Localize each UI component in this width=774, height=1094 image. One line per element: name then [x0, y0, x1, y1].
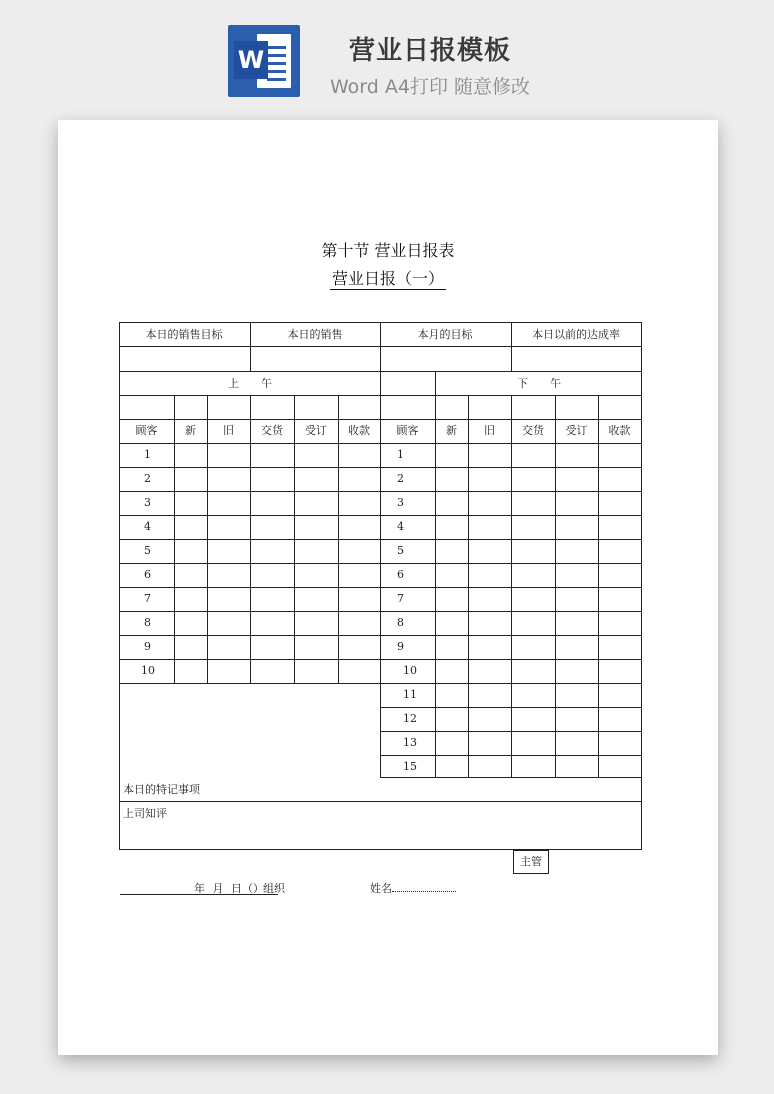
- label-special-notes: 本日的特记事项: [123, 783, 200, 796]
- label-achievement-rate: 本日以前的达成率: [532, 328, 620, 341]
- afternoon-row-number: 11: [403, 688, 417, 701]
- morning-row-number: 9: [144, 640, 151, 653]
- table-right-border: [641, 322, 642, 850]
- afternoon-row-number: 15: [403, 760, 417, 773]
- afternoon-row-number: 3: [397, 496, 404, 509]
- header-morning-1: 新: [185, 424, 196, 437]
- document-title: 第十节 营业日报表: [321, 241, 455, 260]
- morning-row-number: 1: [144, 448, 151, 461]
- document-subtitle: [58, 266, 718, 289]
- morning-row-number: 5: [144, 544, 151, 557]
- header-afternoon-4: 受订: [565, 424, 588, 437]
- header-morning-3: 交货: [261, 424, 283, 437]
- label-supervisor-comment: 上司知评: [123, 807, 167, 820]
- footer-name-dotted-line: [392, 891, 456, 892]
- label-afternoon: 下 午: [517, 377, 561, 390]
- afternoon-row-number: 2: [397, 472, 404, 485]
- table-v-line: [294, 395, 295, 683]
- morning-row-number: 4: [144, 520, 151, 533]
- header-afternoon-3: 交货: [522, 424, 544, 437]
- header-morning-2: 旧: [223, 424, 234, 437]
- table-v-line: [435, 395, 436, 777]
- document-page: [58, 120, 718, 1055]
- table-left-border: [119, 322, 120, 850]
- afternoon-row-number: 10: [403, 664, 417, 677]
- afternoon-row-number: 5: [397, 544, 404, 557]
- table-v-line: [250, 395, 251, 683]
- header-morning-5: 收款: [348, 424, 370, 437]
- morning-row-number: 8: [144, 616, 151, 629]
- table-v-line: [174, 395, 175, 683]
- banner-title: 营业日报模板: [348, 36, 511, 66]
- table-v-line: [250, 322, 251, 371]
- footer-name: 姓名: [370, 882, 392, 895]
- label-month-target: 本月的目标: [417, 328, 473, 341]
- afternoon-row-number: 7: [397, 592, 404, 605]
- table-v-line: [511, 395, 512, 777]
- table-v-line: [511, 322, 512, 371]
- table-center-line: [380, 395, 381, 777]
- header-afternoon-1: 新: [446, 424, 457, 437]
- afternoon-row-number: 13: [403, 736, 417, 749]
- table-h-line: [119, 801, 642, 802]
- table-v-line: [435, 371, 436, 395]
- label-morning: 上 午: [228, 377, 272, 390]
- header-morning-4: 受订: [305, 424, 327, 437]
- afternoon-row-number: 1: [397, 448, 404, 461]
- supervisor-stamp-box: 主管: [513, 850, 549, 874]
- daily-report-table: [119, 322, 642, 849]
- morning-row-number: 3: [144, 496, 151, 509]
- header-afternoon-2: 旧: [484, 424, 495, 437]
- footer-org: 组织: [263, 882, 285, 895]
- header-morning-0: 顾客: [135, 424, 158, 437]
- table-v-line: [468, 395, 469, 777]
- afternoon-row-number: 4: [397, 520, 404, 533]
- morning-row-number: 10: [141, 664, 155, 677]
- label-sales: 本日的销售: [287, 328, 343, 341]
- table-v-line: [598, 395, 599, 777]
- banner: [0, 0, 774, 118]
- table-h-line: [380, 777, 642, 778]
- table-bottom-border: [119, 849, 642, 850]
- afternoon-row-number: 6: [397, 568, 404, 581]
- afternoon-row-number: 9: [397, 640, 404, 653]
- morning-row-number: 2: [144, 472, 151, 485]
- header-afternoon-0: 顾客: [396, 424, 419, 437]
- table-v-line: [380, 322, 381, 371]
- header-afternoon-5: 收款: [608, 424, 631, 437]
- table-v-line: [555, 395, 556, 777]
- table-v-line: [207, 395, 208, 683]
- footer-date: 年 月 日（）: [194, 882, 264, 895]
- morning-row-number: 6: [144, 568, 151, 581]
- afternoon-row-number: 12: [403, 712, 417, 725]
- morning-row-number: 7: [144, 592, 151, 605]
- banner-subtitle: Word A4打印 随意修改: [329, 76, 530, 98]
- table-v-line: [338, 395, 339, 683]
- word-logo-icon: [228, 25, 300, 97]
- word-logo-letter: W: [234, 41, 268, 79]
- label-sales-target: 本日的销售目标: [145, 328, 223, 341]
- afternoon-row-number: 8: [397, 616, 404, 629]
- table-v-line: [380, 371, 381, 395]
- document-subtitle-text: 营业日报（一）: [331, 269, 444, 288]
